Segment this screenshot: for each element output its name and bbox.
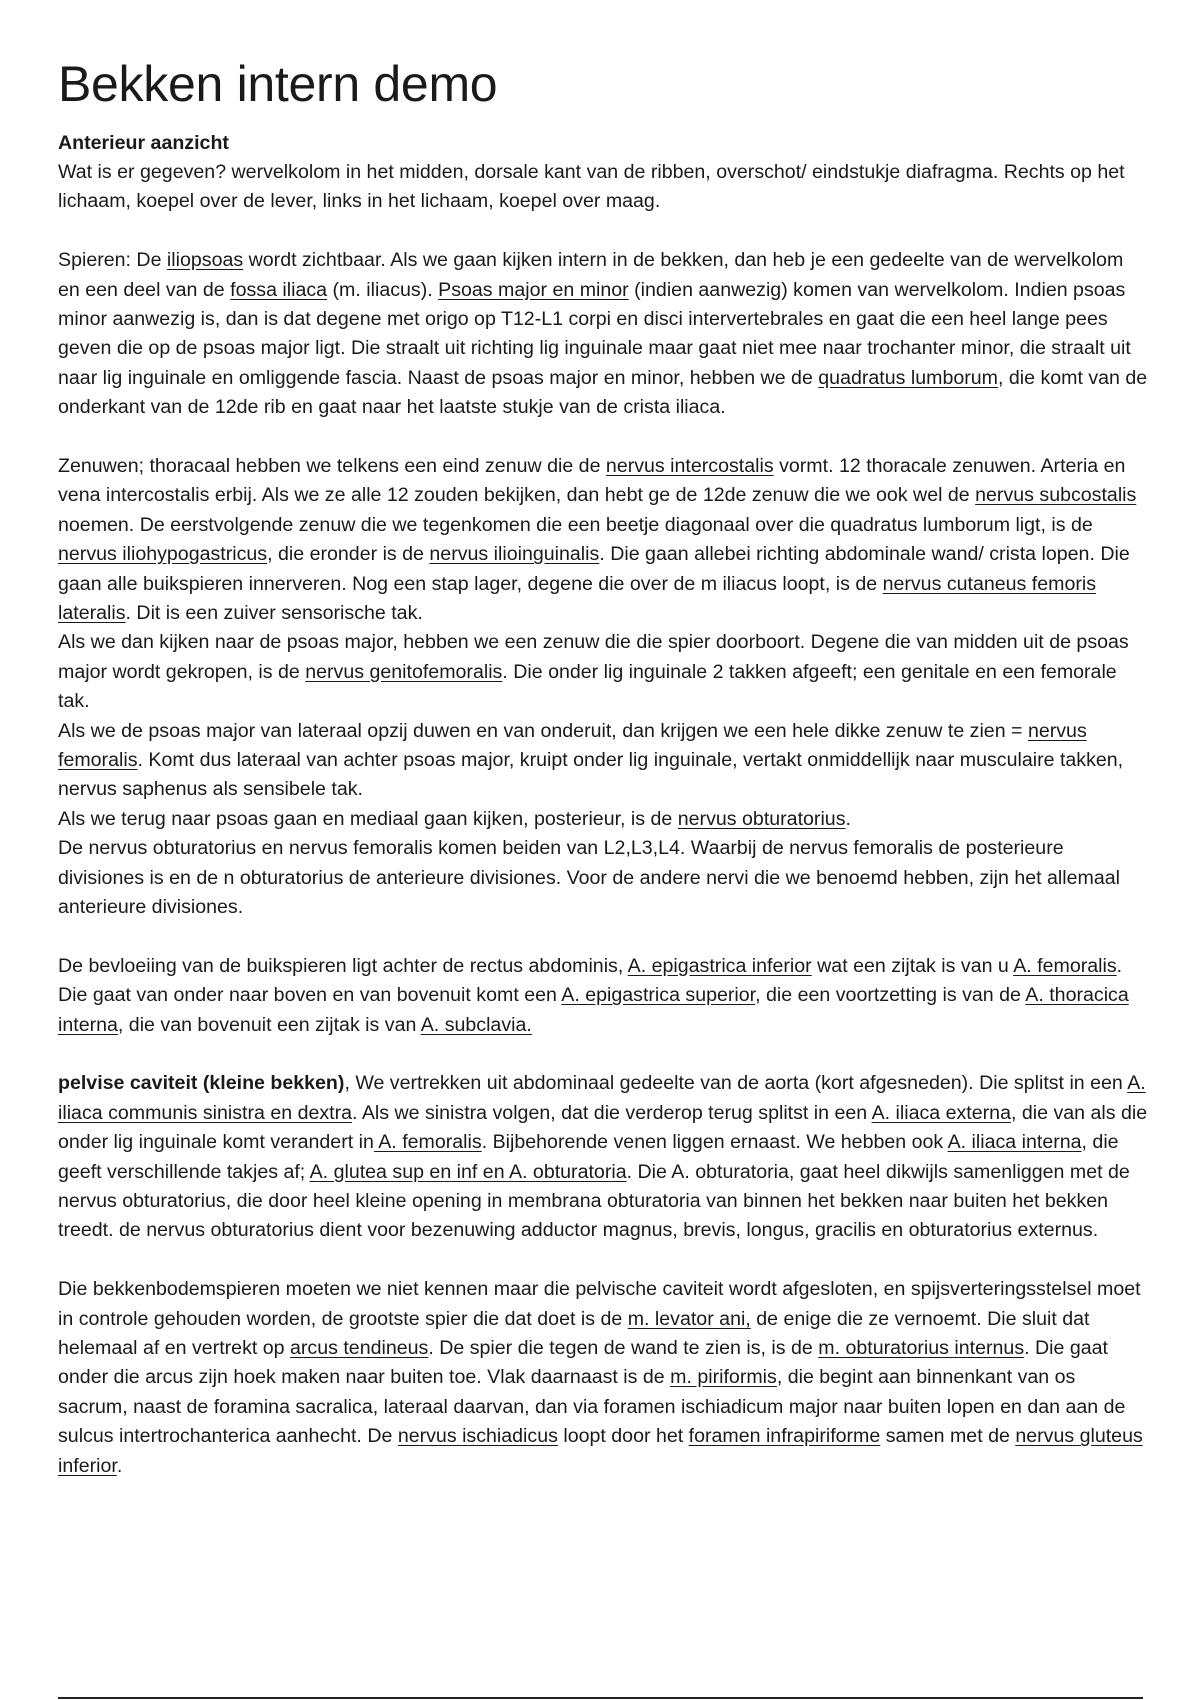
- text: Zenuwen; thoracaal hebben we telkens een eind zenuw die de: [58, 454, 606, 477]
- underlined-term: nervus cutaneus femoris lateralis: [58, 572, 1097, 624]
- paragraph-zenuwen: [58, 452, 1148, 628]
- underlined-term: m. levator ani,: [627, 1307, 751, 1330]
- text: . Als we sinistra volgen, dat die verderop terug splitst in een: [352, 1101, 872, 1124]
- underlined-term: iliopsoas: [166, 249, 244, 272]
- text: noemen. De eerstvolgende zenuw die we tegenkomen die een beetje diagonaal over die quadratus lumborum ligt, is de: [58, 513, 1093, 536]
- paragraph-bevloeiing: [58, 952, 1148, 1040]
- paragraph-genitofemoralis: [58, 628, 1148, 716]
- text: Als we terug naar psoas gaan en mediaal gaan kijken, posterieur, is de: [58, 807, 678, 830]
- underlined-term: nervus obturatorius: [677, 807, 846, 830]
- underlined-term: A. subclavia.: [420, 1013, 532, 1036]
- underlined-term: A. glutea sup en inf en A. obturatoria: [309, 1160, 627, 1183]
- text: samen met de: [880, 1425, 1016, 1448]
- text: De nervus obturatorius en nervus femoralis komen beiden van L2,L3,L4. Waarbij de nervus femoralis de posterieure divisiones is en de n obturatorius de anterieure divisiones. Voor de andere nervi die we benoemd hebben, zijn het allemaal anterieure divisiones.: [58, 837, 1120, 919]
- text: Spieren: De: [58, 249, 167, 272]
- bold-term: pelvise caviteit (kleine bekken): [58, 1072, 345, 1095]
- text: , die komt van de onderkant van de 12de rib en gaat naar het laatste stukje van de crista iliaca.: [58, 366, 1148, 419]
- text: , die begint aan binnenkant van os sacrum, naast de foramina sacralica, lateraal daarvan, dan via foramen ischiadicum major naar buiten lopen en dan aan de sulcus intertrochanterica aanhecht. De: [58, 1366, 1126, 1448]
- paragraph-spieren: [58, 246, 1148, 422]
- text: , die van als die onder lig inguinale komt verandert in: [58, 1101, 1148, 1154]
- paragraph-obturatorius: [58, 805, 1148, 834]
- underlined-term: Psoas major en minor: [438, 278, 629, 301]
- section-heading: Anterieur aanzicht: [58, 131, 229, 154]
- text: (m. iliacus).: [327, 278, 439, 301]
- text: wat een zijtak is van u: [811, 954, 1014, 977]
- text: wordt zichtbaar. Als we gaan kijken intern in de bekken, dan heb je een gedeelte van de wervelkolom en een deel van de: [58, 249, 1124, 301]
- text: . Die gaat onder die arcus zijn hoek maken naar buiten toe. Vlak daarnaast is de: [58, 1337, 1108, 1389]
- text: . Komt dus lateraal van achter psoas major, kruipt onder lig inguinale, vertakt onmiddellijk naar musculaire takken, nervus saphenus als sensibele tak.: [58, 749, 1124, 801]
- underlined-term: foramen infrapiriforme: [688, 1425, 881, 1448]
- text: . Dit is een zuiver sensorische tak.: [125, 601, 423, 624]
- text: , We vertrekken uit abdominaal gedeelte van de aorta (kort afgesneden). Die splitst in een: [344, 1072, 1128, 1095]
- underlined-term: A. epigastrica inferior: [627, 954, 812, 977]
- text: . Die onder lig inguinale 2 takken afgeeft; een genitale en een femorale tak.: [58, 660, 1117, 713]
- text: (indien aanwezig) komen van wervelkolom. Indien psoas minor aanwezig is, dan is dat degene met origo op T12-L1 corpi en disci intervertebrales en gaat die een heel lange pees geven die op de psoas major ligt. Die straalt uit richting lig inguinale maar gaat niet mee naar trochanter minor, die straalt uit naar lig inguinale en omliggende fascia. Naast de psoas major en minor, hebben we de: [58, 278, 1131, 389]
- footer-divider: [58, 1697, 1143, 1699]
- document-page: [58, 58, 1148, 1481]
- underlined-term: nervus genitofemoralis: [305, 660, 503, 683]
- paragraph-bekkenbodem: [58, 1275, 1148, 1481]
- underlined-term: A. thoracica interna: [58, 984, 1129, 1036]
- paragraph-divisiones: [58, 834, 1148, 922]
- paragraph-anterieur-aanzicht: [58, 129, 1148, 217]
- underlined-term: m. obturatorius internus: [818, 1337, 1025, 1360]
- underlined-term: nervus ischiadicus: [397, 1425, 558, 1448]
- text: vormt. 12 thoracale zenuwen. Arteria en vena intercostalis erbij. Als we ze alle 12 zouden bekijken, dan hebt ge de 12de zenuw die we ook wel de: [58, 454, 1126, 507]
- underlined-term: quadratus lumborum: [818, 366, 998, 389]
- underlined-term: nervus ilioinguinalis: [429, 543, 600, 566]
- text: . Die gaan allebei richting abdominale wand/ crista lopen. Die gaan alle buikspieren innerveren. Nog een stap lager, degene die over de m iliacus loopt, is de: [58, 543, 1130, 595]
- underlined-term: fossa iliaca: [230, 278, 328, 301]
- text: .: [845, 807, 851, 830]
- paragraph-pelvise-caviteit: [58, 1069, 1148, 1245]
- underlined-term: A. iliaca externa: [871, 1101, 1011, 1124]
- text: . De spier die tegen de wand te zien is, is de: [428, 1337, 819, 1360]
- text: Wat is er gegeven? wervelkolom in het midden, dorsale kant van de ribben, overschot/ eindstukje diafragma. Rechts op het lichaam, koepel over de lever, links in het lichaam, koepel over maag.: [58, 160, 1125, 213]
- text: .: [116, 1454, 123, 1477]
- text: , die eronder is de: [267, 543, 430, 566]
- text: Als we de psoas major van lateraal opzij duwen en van onderuit, dan krijgen we een hele dikke zenuw te zien =: [58, 719, 1028, 742]
- text: de enige die ze vernoemt. Die sluit dat helemaal af en vertrekt op: [58, 1307, 1090, 1360]
- underlined-term: A. epigastrica superior: [561, 984, 756, 1007]
- text: , die een voortzetting is van de: [755, 984, 1026, 1007]
- text: , die van bovenuit een zijtak is van: [117, 1013, 421, 1036]
- underlined-term: A. iliaca interna: [947, 1131, 1082, 1154]
- underlined-term: nervus intercostalis: [605, 454, 774, 477]
- text: Die bekkenbodemspieren moeten we niet kennen maar die pelvische caviteit wordt afgesloten, en spijsverteringsstelsel moet in controle gehouden worden, de grootste spier die dat doet is de: [58, 1278, 1141, 1330]
- underlined-term: nervus gluteus inferior: [58, 1425, 1143, 1477]
- underlined-term: nervus subcostalis: [975, 484, 1137, 507]
- text: Als we dan kijken naar de psoas major, hebben we een zenuw die die spier doorboort. Degene die van midden uit de psoas major wordt gekropen, is de: [58, 631, 1129, 683]
- underlined-term: m. piriformis: [670, 1366, 777, 1389]
- page-title: Bekken intern demo: [58, 56, 498, 112]
- text: . Die gaat van onder naar boven en van bovenuit komt een: [58, 954, 1123, 1007]
- underlined-term: A. iliaca communis sinistra en dextra: [58, 1072, 1146, 1124]
- underlined-term: arcus tendineus: [290, 1337, 429, 1360]
- underlined-term: nervus femoralis: [58, 719, 1087, 771]
- paragraph-femoralis: [58, 717, 1148, 805]
- text: , die geeft verschillende takjes af;: [58, 1131, 1119, 1183]
- text: loopt door het: [557, 1425, 689, 1448]
- underlined-term: A. femoralis: [373, 1131, 482, 1154]
- underlined-term: A. femoralis: [1013, 954, 1117, 977]
- text: De bevloeiing van de buikspieren ligt achter de rectus abdominis,: [58, 954, 628, 977]
- text: . Die A. obturatoria, gaat heel dikwijls samenliggen met de nervus obturatorius, die door heel kleine opening in membrana obturatoria van binnen het bekken naar buiten het bekken treedt. de nervus obturatorius dient voor bezenuwing adductor magnus, brevis, longus, gracilis en obturatorius externus.: [58, 1160, 1130, 1242]
- underlined-term: nervus iliohypogastricus: [58, 543, 268, 566]
- text: . Bijbehorende venen liggen ernaast. We hebben ook: [481, 1131, 948, 1154]
